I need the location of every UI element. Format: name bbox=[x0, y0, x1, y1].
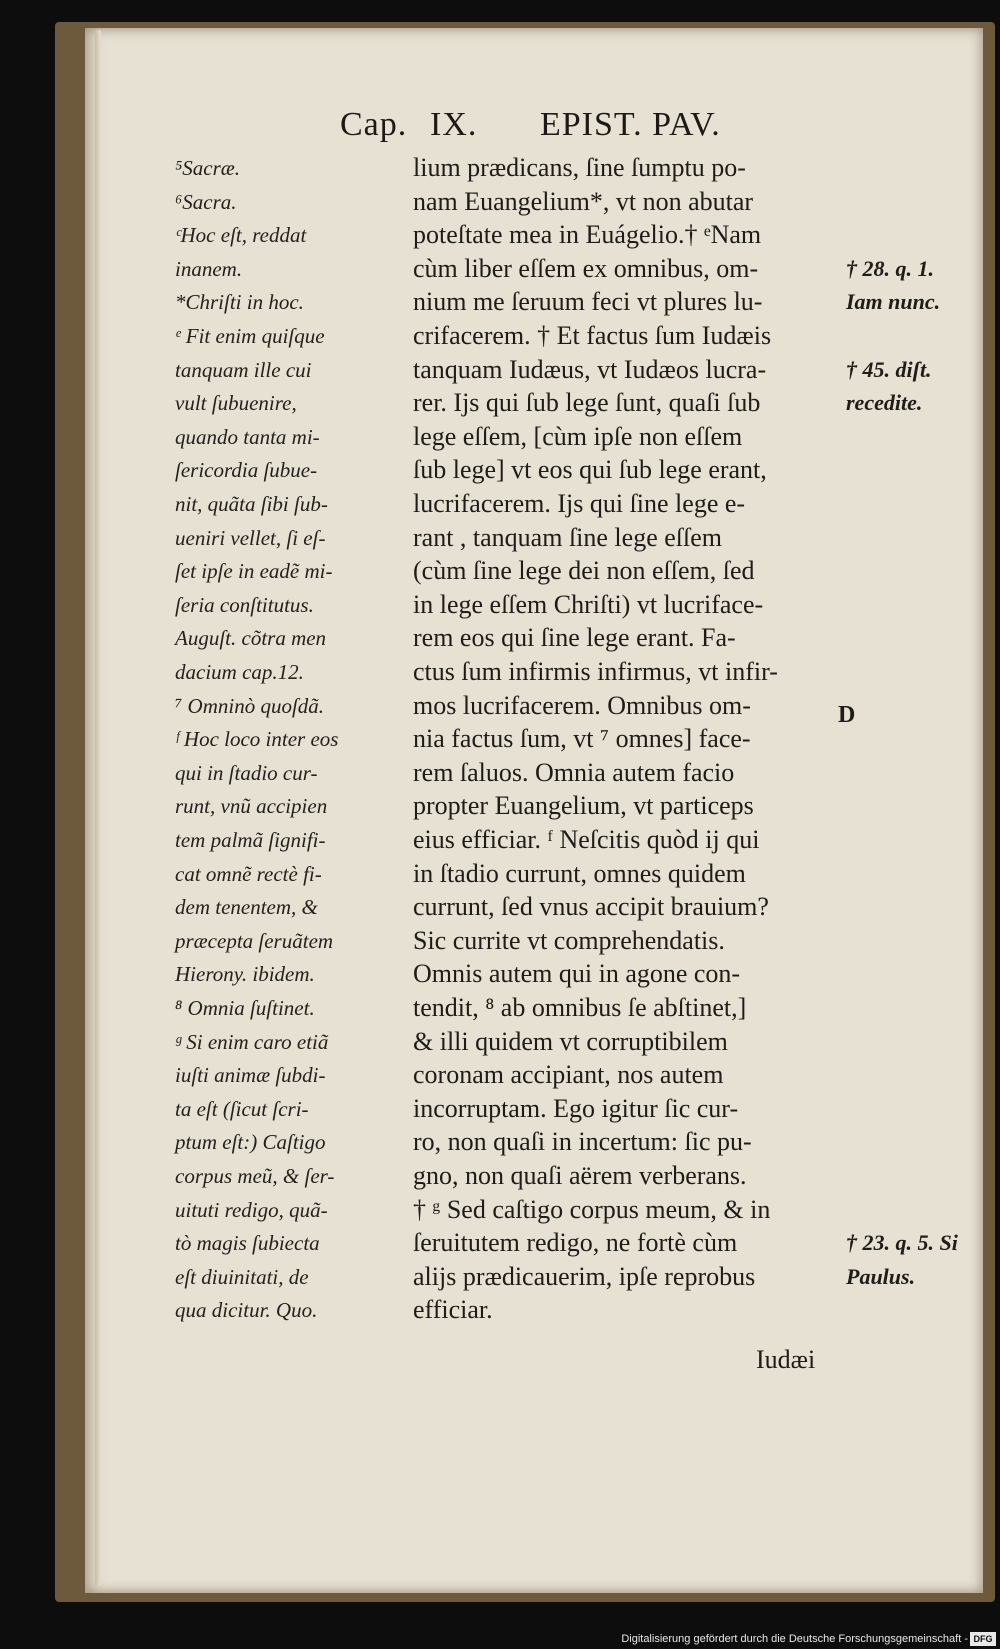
text-line: rant , tanquam ſine lege eſſem bbox=[413, 522, 722, 552]
marginal-note-line: ⁸ Omnia ſuſtinet. bbox=[175, 996, 315, 1020]
text-line: eius efficiar. ᶠ Neſcitis quòd ij qui bbox=[413, 825, 760, 854]
text-line: incorruptam. Ego igitur ſic cur- bbox=[413, 1093, 739, 1123]
marginal-note-line: quando tanta mi- bbox=[175, 424, 320, 449]
text-line: in ſtadio currunt, omnes quidem bbox=[413, 858, 746, 888]
header-chapter-label: Cap. bbox=[340, 106, 408, 143]
marginal-note-line: tò magis ſubiecta bbox=[175, 1231, 320, 1256]
text-line: lege eſſem, [cùm ipſe non eſſem bbox=[413, 421, 743, 451]
marginal-note-line: eſt diuinitati, de bbox=[175, 1264, 309, 1289]
text-line: nia factus ſum, vt ⁷ omnes] face- bbox=[413, 724, 751, 754]
text-line: currunt, ſed vnus accipit brauium? bbox=[413, 892, 769, 922]
text-line: poteſtate mea in Euágelio.† ᵉNam bbox=[413, 220, 762, 250]
marginal-note-line: ⁶Sacra. bbox=[175, 189, 237, 214]
marginal-note-line: Hierony. ibidem. bbox=[175, 962, 315, 987]
text-line: tanquam Iudæus, vt Iudæos lucra- bbox=[413, 354, 767, 384]
text-line: ro, non quaſi in incertum: ſic pu- bbox=[413, 1127, 752, 1157]
text-line: lucrifacerem. Ijs qui ſine lege e- bbox=[413, 489, 746, 518]
text-line: efficiar. bbox=[413, 1295, 493, 1325]
running-header bbox=[340, 106, 780, 150]
text-line: rer. Ijs qui ſub lege ſunt, quaſi ſub bbox=[413, 388, 761, 418]
marginal-reference: † 45. diſt. bbox=[846, 356, 932, 382]
text-line: gno, non quaſi aërem verberans. bbox=[413, 1161, 747, 1190]
marginal-note-line: tanquam ille cui bbox=[175, 357, 312, 382]
marginal-note-line: cat omnẽ rectè fi- bbox=[175, 861, 322, 886]
marginal-reference: Paulus. bbox=[846, 1263, 916, 1289]
text-line: rem ſaluos. Omnia autem facio bbox=[413, 757, 735, 787]
marginal-note-line: corpus meũ, & ſer- bbox=[175, 1164, 335, 1188]
marginal-note-line: qui in ſtadio cur- bbox=[175, 760, 318, 785]
text-line: coronam accipiant, nos autem bbox=[413, 1060, 724, 1090]
marginal-note-line: Auguſt. cõtra men bbox=[175, 626, 327, 651]
marginal-note-line: uituti redigo, quã- bbox=[175, 1197, 328, 1222]
text-line: tendit, ⁸ ab omnibus ſe abſtinet,] bbox=[413, 993, 747, 1022]
marginal-note-line: ueniri vellet, ſi eſ- bbox=[175, 525, 326, 550]
text-line: (cùm ſine lege dei non eſſem, ſed bbox=[413, 556, 755, 586]
marginal-note-line: ſet ipſe in eadẽ mi- bbox=[175, 559, 333, 584]
marginal-note-line: *Chriſti in hoc. bbox=[175, 290, 304, 315]
marginal-note-line: dem tenentem, & bbox=[175, 895, 318, 920]
text-line: propter Euangelium, vt particeps bbox=[413, 791, 754, 821]
section-letter-marker: D bbox=[838, 702, 856, 728]
marginal-note-line: tem palmã ſignifi- bbox=[175, 828, 326, 852]
marginal-note-line: ſeria conſtitutus. bbox=[175, 592, 314, 617]
text-line: Omnis autem qui in agone con- bbox=[413, 959, 741, 989]
marginal-note-line: nit, quãta ſibi ſub- bbox=[175, 492, 328, 516]
marginal-note-line: ⁷ Omninò quoſdã. bbox=[175, 693, 325, 718]
marginal-note-line: dacium cap.12. bbox=[175, 660, 304, 684]
marginal-note-line: ptum eſt:) Caſtigo bbox=[175, 1130, 326, 1155]
text-line: ſub lege] vt eos qui ſub lege erant, bbox=[413, 455, 767, 485]
marginal-note-line: ſericordia ſubue- bbox=[175, 458, 318, 483]
marginal-reference: † 23. q. 5. Si bbox=[846, 1230, 958, 1256]
text-line: rem eos qui ſine lege erant. Fa- bbox=[413, 623, 736, 653]
marginal-note-line: ᶠ Hoc loco inter eos bbox=[175, 727, 339, 752]
marginal-note-line: vult ſubuenire, bbox=[175, 391, 297, 416]
text-line: mos lucrifacerem. Omnibus om- bbox=[413, 690, 751, 720]
marginal-note-line: runt, vnũ accipien bbox=[175, 794, 328, 819]
text-line: lium prædicans, ſine ſumptu po- bbox=[413, 153, 746, 182]
marginal-note-line: ta eſt (ſicut ſcri- bbox=[175, 1096, 309, 1121]
marginal-note-line: inanem. bbox=[175, 256, 243, 281]
digitization-credit: Digitalisierung gefördert durch die Deutsche Forschungsgemeinschaft - bbox=[621, 1633, 968, 1645]
marginal-note-line: ᶜHoc eſt, reddat bbox=[175, 223, 307, 248]
header-title: EPIST. PAV. bbox=[540, 106, 721, 143]
header-chapter-number: IX. bbox=[430, 106, 478, 143]
text-line: alijs prædicauerim, ipſe reprobus bbox=[413, 1261, 756, 1291]
text-line: Sic currite vt comprehendatis. bbox=[413, 925, 725, 955]
marginal-note-line: ⁵Sacræ. bbox=[175, 156, 241, 180]
dfg-logo: DFG bbox=[970, 1632, 996, 1646]
marginal-note-line: qua dicitur. Quo. bbox=[175, 1298, 318, 1323]
catchword: Iudæi bbox=[756, 1345, 816, 1374]
marginal-reference: recedite. bbox=[846, 390, 923, 416]
page-gutter-shadow bbox=[95, 30, 101, 1585]
marginal-note-line: præcepta ſeruãtem bbox=[175, 928, 334, 953]
text-line: nam Euangelium*, vt non abutar bbox=[413, 186, 754, 216]
marginal-reference: Iam nunc. bbox=[846, 289, 941, 315]
text-line: crifacerem. † Et factus ſum Iudæis bbox=[413, 321, 772, 350]
text-line: † ᵍ Sed caſtigo corpus meum, & in bbox=[413, 1194, 771, 1224]
marginal-reference: † 28. q. 1. bbox=[846, 255, 934, 281]
marginal-note-line: ᵉ Fit enim quiſque bbox=[175, 324, 325, 348]
text-line: ctus ſum infirmis infirmus, vt infir- bbox=[413, 657, 778, 686]
text-line: ſeruitutem redigo, ne fortè cùm bbox=[413, 1228, 738, 1258]
text-line: & illi quidem vt corruptibilem bbox=[413, 1026, 728, 1056]
text-line: in lege eſſem Chriſti) vt lucriface- bbox=[413, 589, 764, 619]
text-line: cùm liber eſſem ex omnibus, om- bbox=[413, 253, 759, 283]
text-line: nium me ſeruum feci vt plures lu- bbox=[413, 287, 763, 317]
marginal-note-line: ᵍ Si enim caro etiã bbox=[175, 1029, 329, 1054]
marginal-note-line: iuſti animæ ſubdi- bbox=[175, 1063, 326, 1088]
